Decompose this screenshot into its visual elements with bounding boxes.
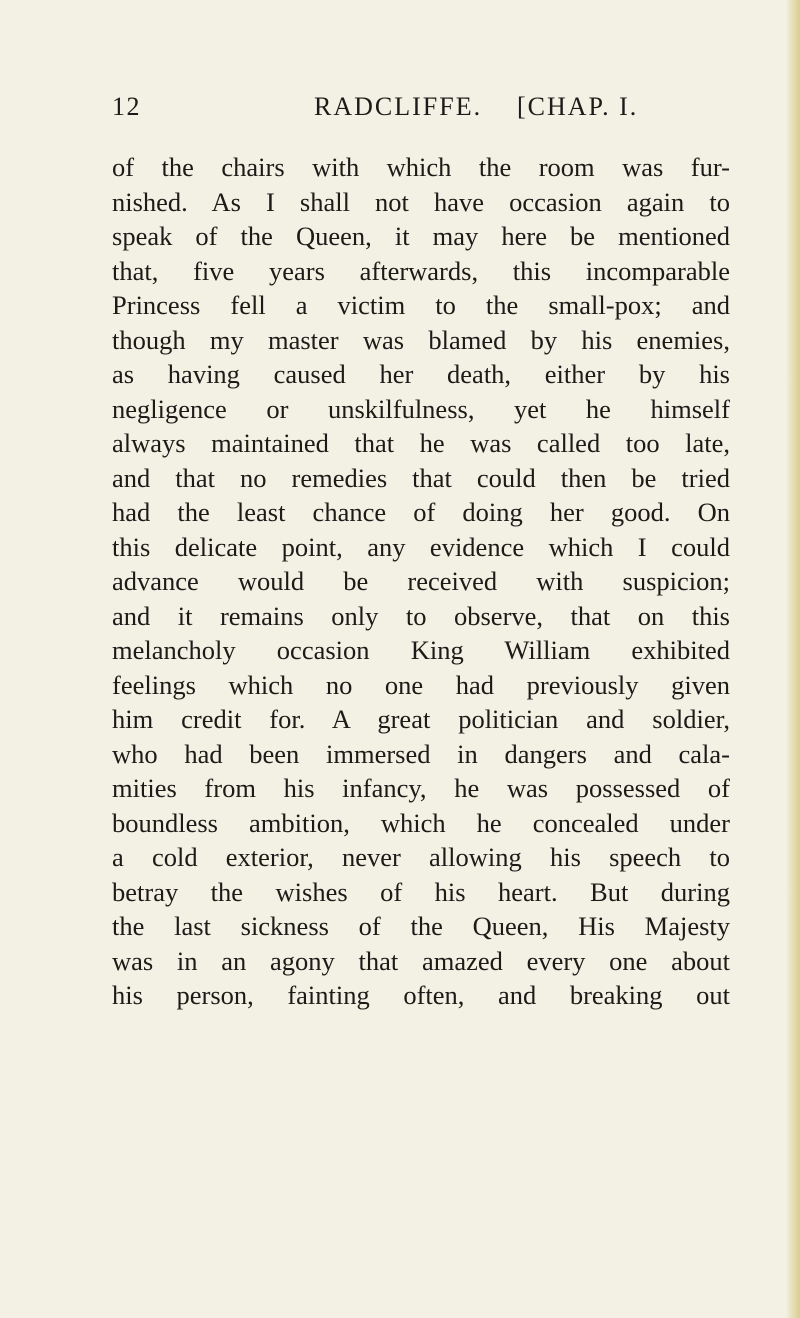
text-line: speak of the Queen, it may here be mentioned bbox=[112, 221, 730, 251]
text-line: who had been immersed in dangers and cala- bbox=[112, 738, 730, 769]
running-title: RADCLIFFE. bbox=[314, 92, 483, 121]
text-line: and it remains only to observe, that on this bbox=[112, 600, 730, 631]
text-line: advance would be received with suspicion; bbox=[112, 566, 730, 596]
text-line: betray the wishes of his heart. But during bbox=[112, 876, 730, 907]
running-head bbox=[112, 92, 730, 132]
chapter-reference: [CHAP. I. bbox=[517, 92, 639, 121]
text-line: was in an agony that amazed every one about bbox=[112, 945, 730, 976]
text-line: though my master was blamed by his enemies, bbox=[112, 324, 730, 355]
text-line: the last sickness of the Queen, His Majesty bbox=[112, 911, 730, 941]
text-line: and that no remedies that could then be tried bbox=[112, 462, 730, 493]
text-line: a cold exterior, never allowing his speech to bbox=[112, 842, 730, 872]
text-line: nished. As I shall not have occasion again to bbox=[112, 186, 730, 217]
text-line: melancholy occasion King William exhibited bbox=[112, 635, 730, 665]
text-line: boundless ambition, which he concealed under bbox=[112, 807, 730, 838]
text-line: this delicate point, any evidence which I could bbox=[112, 531, 730, 562]
text-line: of the chairs with which the room was fur- bbox=[112, 152, 730, 182]
text-line: his person, fainting often, and breaking out bbox=[112, 980, 730, 1010]
page-number: 12 bbox=[112, 92, 141, 121]
text-line: always maintained that he was called too late, bbox=[112, 428, 730, 458]
text-line: mities from his infancy, he was possessed of bbox=[112, 773, 730, 803]
text-line: Princess fell a victim to the small-pox; and bbox=[112, 290, 730, 320]
text-line: as having caused her death, either by his bbox=[112, 359, 730, 389]
page-edge bbox=[786, 0, 800, 1318]
body-text bbox=[112, 150, 730, 1013]
text-line: him credit for. A great politician and soldier, bbox=[112, 704, 730, 734]
text-line: negligence or unskilfulness, yet he himself bbox=[112, 393, 730, 424]
text-line: feelings which no one had previously given bbox=[112, 669, 730, 700]
text-line: that, five years afterwards, this incomparable bbox=[112, 255, 730, 286]
text-line: had the least chance of doing her good. On bbox=[112, 497, 730, 527]
